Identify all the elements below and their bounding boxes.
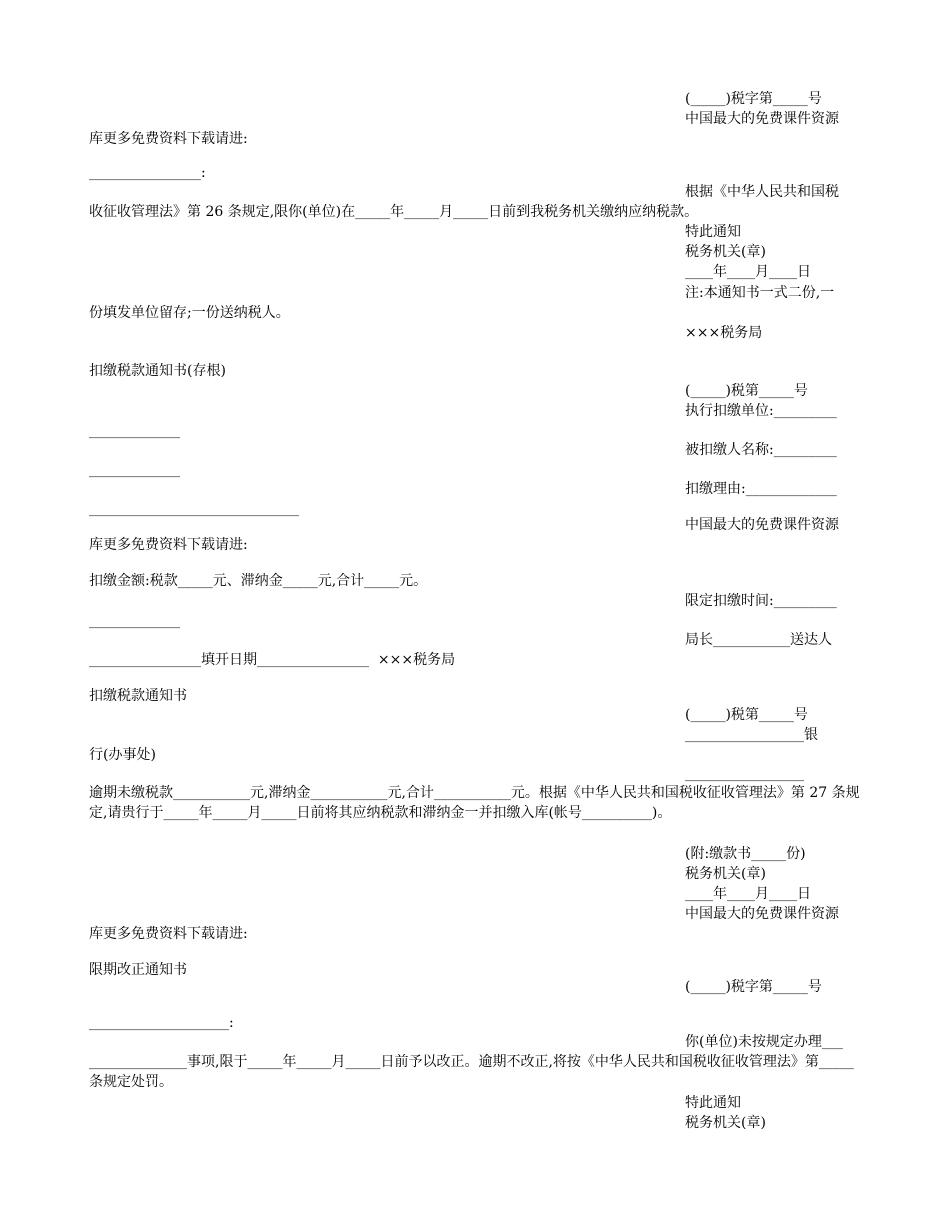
form-field: 限定扣缴时间:_________ [685,593,837,609]
watermark-text: 库更多免费资料下载请进: [89,537,248,553]
body-text: 根据《中华人民共和国税 [685,184,839,200]
date-line: ________________填开日期________________ ×××税务局 [89,652,456,668]
doc-number: (_____)税第_____号 [685,383,808,399]
form-field: 被扣缴人名称:_________ [685,442,837,458]
bureau-name: ×××税务局 [685,325,763,341]
note-text: 份填发单位留存;一份送纳税人。 [89,305,290,321]
watermark-text: 中国最大的免费课件资源 [685,111,839,127]
addressee-line: _________________银 [685,727,818,743]
body-text: 逾期未缴税款___________元,滞纳金___________元,合计___________元。根据《中华人民共和国税收征收管理法》第 27 条规定,请贵行于_____年_____月_____日前将其应纳税款和滞纳金一并扣缴入库(帐号__________)。 [89,785,860,821]
blank-line: _____________ [89,462,180,478]
closing-text: 特此通知 [685,1095,741,1111]
closing-text: 特此通知 [685,224,741,240]
blank-line: _________________ [685,766,804,782]
seal-label: 税务机关(章) [685,244,766,260]
section-title: 限期改正通知书 [89,962,187,978]
date-line: ____年____月____日 [685,264,811,280]
blank-line: ______________________________ [89,501,299,517]
date-line: ____年____月____日 [685,886,811,902]
watermark-text: 中国最大的免费课件资源 [685,517,839,533]
section-title: 扣缴税款通知书 [89,688,187,704]
watermark-text: 库更多免费资料下载请进: [89,131,248,147]
blank-line: _____________ [89,613,180,629]
note-text: 注:本通知书一式二份,一 [685,285,835,301]
body-text: ______________事项,限于_____年_____月_____日前予以改正。逾期不改正,将按《中华人民共和国税收征收管理法》第_____条规定处罚。 [89,1054,854,1090]
doc-number: (_____)税第_____号 [685,707,808,723]
blank-line: _____________ [89,423,180,439]
doc-number: (_____)税字第_____号 [685,979,822,995]
watermark-text: 库更多免费资料下载请进: [89,926,248,942]
form-field: 执行扣缴单位:_________ [685,403,837,419]
section-title: 扣缴税款通知书(存根) [89,363,226,379]
body-text: 收征收管理法》第 26 条规定,限你(单位)在_____年_____月_____日前到我税务机关缴纳应纳税款。 [89,204,699,220]
form-field: 扣缴理由:_____________ [685,481,837,497]
signature-line: 局长___________送达人 [685,632,832,648]
addressee-line: 行(办事处) [89,747,156,763]
addressee-line: ____________________: [89,1015,234,1031]
amount-line: 扣缴金额:税款_____元、滞纳金_____元,合计_____元。 [89,573,428,589]
addressee-line: ________________: [89,165,206,181]
body-text: 你(单位)未按规定办理___ [685,1034,843,1050]
seal-label: 税务机关(章) [685,1115,766,1131]
watermark-text: 中国最大的免费课件资源 [685,906,839,922]
doc-number: (_____)税字第_____号 [685,91,822,107]
attachment-note: (附:缴款书_____份) [685,846,806,862]
seal-label: 税务机关(章) [685,866,766,882]
